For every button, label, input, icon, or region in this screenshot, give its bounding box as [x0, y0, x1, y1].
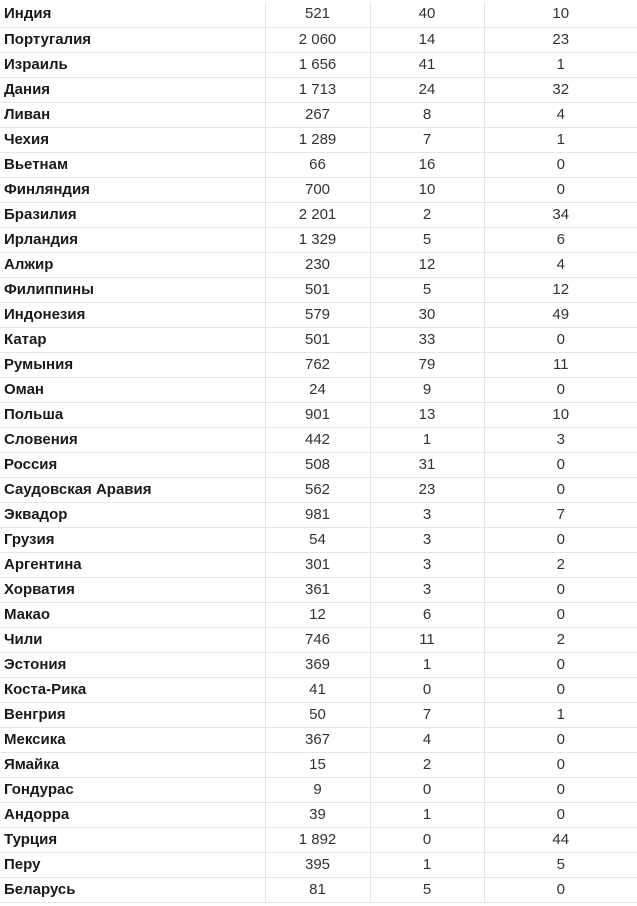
value-cell-1: 39 [265, 802, 370, 827]
value-cell-2: 23 [370, 477, 484, 502]
value-cell-2: 33 [370, 327, 484, 352]
value-cell-1: 12 [265, 602, 370, 627]
value-cell-1: 361 [265, 577, 370, 602]
table-row [0, 827, 637, 852]
country-name-cell: Филиппины [0, 277, 265, 302]
table-row [0, 402, 637, 427]
value-cell-2: 3 [370, 577, 484, 602]
value-cell-1: 2 060 [265, 27, 370, 52]
country-name-cell: Эквадор [0, 502, 265, 527]
value-cell-1: 24 [265, 377, 370, 402]
value-cell-2: 79 [370, 352, 484, 377]
value-cell-1: 369 [265, 652, 370, 677]
value-cell-3: 1 [484, 702, 637, 727]
value-cell-2: 9 [370, 377, 484, 402]
country-name-cell: Чили [0, 627, 265, 652]
country-name-cell: Венгрия [0, 702, 265, 727]
value-cell-2: 0 [370, 827, 484, 852]
value-cell-3: 0 [484, 777, 637, 802]
value-cell-3: 0 [484, 152, 637, 177]
country-name-cell: Перу [0, 852, 265, 877]
value-cell-3: 6 [484, 227, 637, 252]
value-cell-1: 901 [265, 402, 370, 427]
table-row [0, 677, 637, 702]
value-cell-1: 562 [265, 477, 370, 502]
country-name-cell: Грузия [0, 527, 265, 552]
value-cell-3: 23 [484, 27, 637, 52]
value-cell-1: 1 656 [265, 52, 370, 77]
value-cell-1: 746 [265, 627, 370, 652]
country-name-cell: Ирландия [0, 227, 265, 252]
value-cell-2: 5 [370, 877, 484, 902]
value-cell-2: 30 [370, 302, 484, 327]
country-name-cell: Аргентина [0, 552, 265, 577]
value-cell-3: 4 [484, 252, 637, 277]
country-name-cell: Саудовская Аравия [0, 477, 265, 502]
country-name-cell: Гондурас [0, 777, 265, 802]
value-cell-2: 0 [370, 677, 484, 702]
value-cell-1: 395 [265, 852, 370, 877]
table-row [0, 552, 637, 577]
table-row [0, 302, 637, 327]
table-row [0, 27, 637, 52]
value-cell-2: 4 [370, 727, 484, 752]
country-name-cell: Эстония [0, 652, 265, 677]
table-row [0, 352, 637, 377]
value-cell-2: 41 [370, 52, 484, 77]
table-row [0, 477, 637, 502]
table-row [0, 502, 637, 527]
table-row [0, 227, 637, 252]
value-cell-2: 0 [370, 777, 484, 802]
table-row [0, 877, 637, 902]
value-cell-3: 0 [484, 677, 637, 702]
table-row [0, 652, 637, 677]
value-cell-2: 10 [370, 177, 484, 202]
value-cell-2: 5 [370, 227, 484, 252]
value-cell-2: 7 [370, 127, 484, 152]
table-row [0, 327, 637, 352]
table-row [0, 627, 637, 652]
table-row [0, 377, 637, 402]
value-cell-1: 267 [265, 102, 370, 127]
value-cell-2: 12 [370, 252, 484, 277]
value-cell-3: 10 [484, 402, 637, 427]
country-name-cell: Португалия [0, 27, 265, 52]
value-cell-1: 301 [265, 552, 370, 577]
value-cell-1: 50 [265, 702, 370, 727]
value-cell-2: 1 [370, 802, 484, 827]
value-cell-3: 0 [484, 477, 637, 502]
table-row [0, 177, 637, 202]
country-name-cell: Индонезия [0, 302, 265, 327]
table-row [0, 802, 637, 827]
value-cell-2: 31 [370, 452, 484, 477]
value-cell-1: 81 [265, 877, 370, 902]
table-row [0, 602, 637, 627]
value-cell-2: 16 [370, 152, 484, 177]
value-cell-3: 10 [484, 2, 637, 27]
country-name-cell: Мексика [0, 727, 265, 752]
value-cell-2: 3 [370, 502, 484, 527]
table-row [0, 152, 637, 177]
value-cell-1: 9 [265, 777, 370, 802]
value-cell-2: 8 [370, 102, 484, 127]
value-cell-2: 1 [370, 852, 484, 877]
value-cell-3: 0 [484, 577, 637, 602]
value-cell-2: 6 [370, 602, 484, 627]
table-row [0, 702, 637, 727]
value-cell-3: 0 [484, 327, 637, 352]
table-row [0, 102, 637, 127]
table-row [0, 752, 637, 777]
country-name-cell: Ямайка [0, 752, 265, 777]
country-stats-table [0, 2, 637, 903]
value-cell-3: 4 [484, 102, 637, 127]
country-name-cell: Дания [0, 77, 265, 102]
country-name-cell: Финляндия [0, 177, 265, 202]
value-cell-3: 5 [484, 852, 637, 877]
value-cell-3: 0 [484, 527, 637, 552]
value-cell-1: 508 [265, 452, 370, 477]
country-name-cell: Андорра [0, 802, 265, 827]
table-row [0, 427, 637, 452]
value-cell-2: 13 [370, 402, 484, 427]
value-cell-1: 66 [265, 152, 370, 177]
table-row [0, 852, 637, 877]
value-cell-2: 2 [370, 752, 484, 777]
value-cell-1: 1 329 [265, 227, 370, 252]
country-name-cell: Хорватия [0, 577, 265, 602]
value-cell-1: 1 892 [265, 827, 370, 852]
country-name-cell: Алжир [0, 252, 265, 277]
value-cell-3: 49 [484, 302, 637, 327]
country-name-cell: Турция [0, 827, 265, 852]
table-row [0, 77, 637, 102]
value-cell-1: 521 [265, 2, 370, 27]
value-cell-3: 0 [484, 877, 637, 902]
value-cell-3: 0 [484, 177, 637, 202]
value-cell-1: 54 [265, 527, 370, 552]
value-cell-1: 442 [265, 427, 370, 452]
value-cell-3: 44 [484, 827, 637, 852]
country-name-cell: Польша [0, 402, 265, 427]
table-row [0, 252, 637, 277]
country-name-cell: Макао [0, 602, 265, 627]
value-cell-1: 2 201 [265, 202, 370, 227]
value-cell-2: 3 [370, 527, 484, 552]
value-cell-3: 11 [484, 352, 637, 377]
country-name-cell: Оман [0, 377, 265, 402]
value-cell-3: 34 [484, 202, 637, 227]
country-name-cell: Вьетнам [0, 152, 265, 177]
value-cell-2: 14 [370, 27, 484, 52]
table-body [0, 2, 637, 902]
value-cell-1: 700 [265, 177, 370, 202]
table-row [0, 52, 637, 77]
value-cell-3: 0 [484, 802, 637, 827]
value-cell-3: 32 [484, 77, 637, 102]
value-cell-1: 367 [265, 727, 370, 752]
value-cell-2: 1 [370, 652, 484, 677]
table-row [0, 777, 637, 802]
country-name-cell: Ливан [0, 102, 265, 127]
value-cell-1: 501 [265, 327, 370, 352]
country-name-cell: Катар [0, 327, 265, 352]
value-cell-2: 3 [370, 552, 484, 577]
country-name-cell: Бразилия [0, 202, 265, 227]
value-cell-3: 0 [484, 452, 637, 477]
country-name-cell: Румыния [0, 352, 265, 377]
value-cell-2: 40 [370, 2, 484, 27]
country-name-cell: Беларусь [0, 877, 265, 902]
value-cell-1: 1 713 [265, 77, 370, 102]
table-row [0, 2, 637, 27]
value-cell-3: 0 [484, 377, 637, 402]
table-row [0, 202, 637, 227]
value-cell-1: 15 [265, 752, 370, 777]
country-name-cell: Чехия [0, 127, 265, 152]
value-cell-1: 762 [265, 352, 370, 377]
value-cell-3: 3 [484, 427, 637, 452]
value-cell-1: 579 [265, 302, 370, 327]
value-cell-3: 12 [484, 277, 637, 302]
value-cell-1: 41 [265, 677, 370, 702]
value-cell-2: 24 [370, 77, 484, 102]
value-cell-2: 7 [370, 702, 484, 727]
value-cell-3: 0 [484, 602, 637, 627]
value-cell-3: 2 [484, 552, 637, 577]
value-cell-1: 501 [265, 277, 370, 302]
table-row [0, 277, 637, 302]
value-cell-1: 981 [265, 502, 370, 527]
table-row [0, 527, 637, 552]
country-name-cell: Россия [0, 452, 265, 477]
country-name-cell: Израиль [0, 52, 265, 77]
value-cell-2: 11 [370, 627, 484, 652]
country-name-cell: Коста-Рика [0, 677, 265, 702]
value-cell-1: 1 289 [265, 127, 370, 152]
table-row [0, 127, 637, 152]
value-cell-3: 0 [484, 752, 637, 777]
table-row [0, 727, 637, 752]
table-row [0, 577, 637, 602]
value-cell-2: 5 [370, 277, 484, 302]
table-row [0, 452, 637, 477]
country-name-cell: Словения [0, 427, 265, 452]
value-cell-1: 230 [265, 252, 370, 277]
value-cell-3: 2 [484, 627, 637, 652]
value-cell-3: 1 [484, 52, 637, 77]
value-cell-3: 0 [484, 652, 637, 677]
country-name-cell: Индия [0, 2, 265, 27]
value-cell-2: 2 [370, 202, 484, 227]
value-cell-2: 1 [370, 427, 484, 452]
value-cell-3: 1 [484, 127, 637, 152]
value-cell-3: 0 [484, 727, 637, 752]
value-cell-3: 7 [484, 502, 637, 527]
